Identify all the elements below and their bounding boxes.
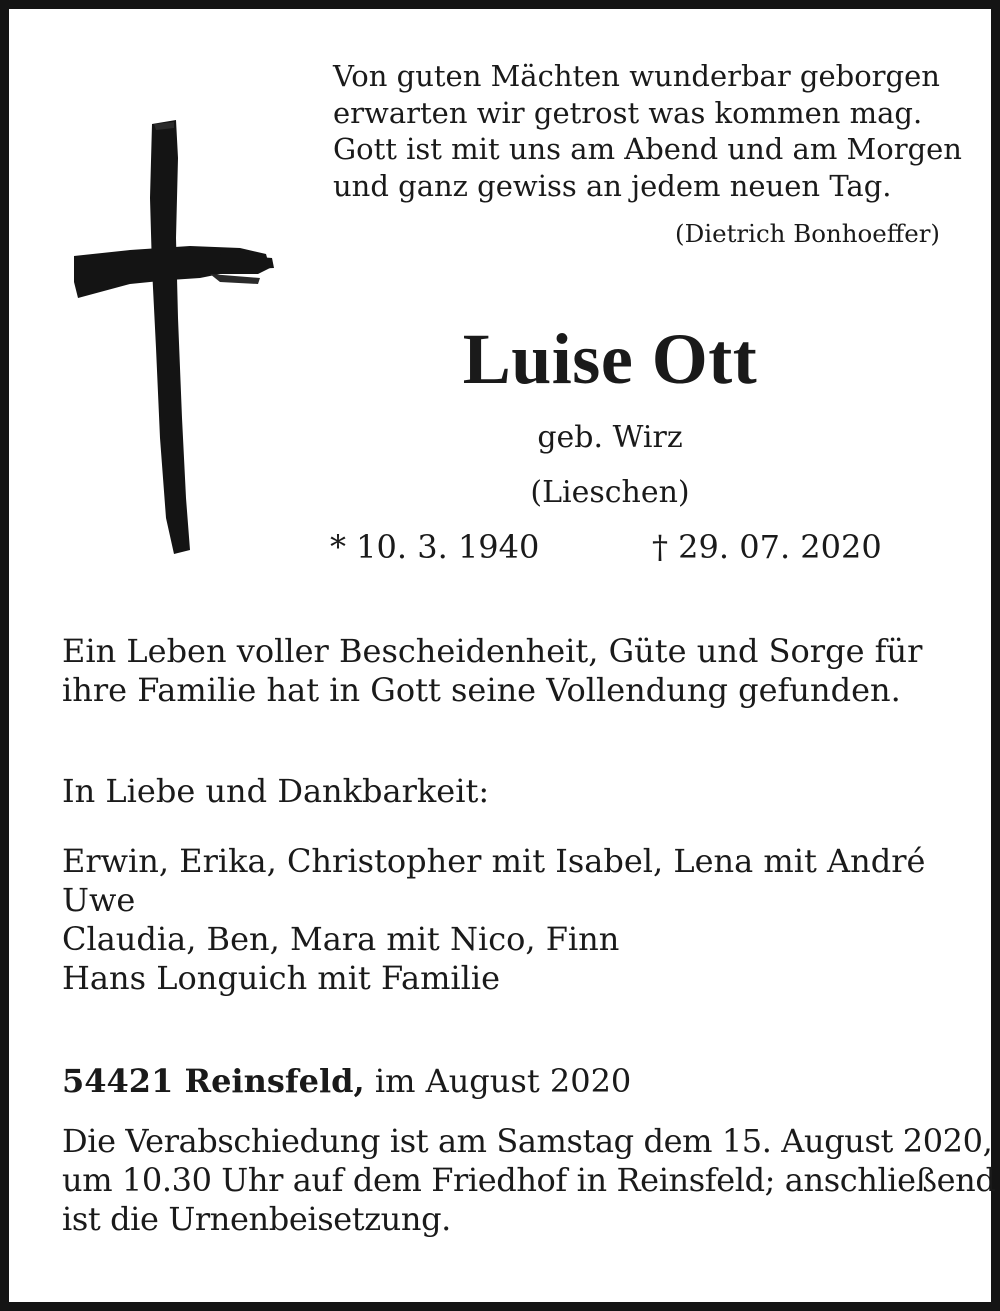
family-list [62,842,925,998]
family-line: Hans Longuich mit Familie [62,959,501,997]
ceremony-line: um 10.30 Uhr auf dem Friedhof in Reinsfeld; anschließend [62,1161,996,1199]
poem-line: und ganz gewiss an jedem neuen Tag. [333,168,892,203]
family-line: Erwin, Erika, Christopher mit Isabel, Lena mit André [62,842,926,880]
tribute-line: Ein Leben voller Bescheidenheit, Güte und Sorge für [62,632,923,670]
place-date [62,1062,631,1101]
family-line: Uwe [62,881,136,919]
poem-line: Gott ist mit uns am Abend und am Morgen [333,132,962,166]
place-name: 54421 Reinsfeld, [62,1062,365,1100]
poem-author: (Dietrich Bonhoeffer) [675,219,940,248]
dedication: In Liebe und Dankbarkeit: [62,772,490,810]
family-line: Claudia, Ben, Mara mit Nico, Finn [62,920,620,958]
birth-name: geb. Wirz [537,420,683,455]
tribute-text [62,632,922,710]
ceremony-info [62,1122,995,1239]
deceased-name: Luise Ott [462,319,758,399]
ceremony-line: Die Verabschiedung ist am Samstag dem 15. August 2020, [62,1122,993,1160]
tribute-line: ihre Familie hat in Gott seine Vollendung gefunden. [62,671,901,709]
death-date: † 29. 07. 2020 [652,528,882,566]
birth-date: * 10. 3. 1940 [330,528,540,566]
place-month: im August 2020 [364,1062,632,1100]
nickname: (Lieschen) [530,475,690,510]
poem-line: Von guten Mächten wunderbar geborgen [333,59,940,93]
ceremony-line: ist die Urnenbeisetzung. [62,1200,451,1238]
poem-line: erwarten wir getrost was kommen mag. [333,95,923,130]
poem [333,58,962,204]
